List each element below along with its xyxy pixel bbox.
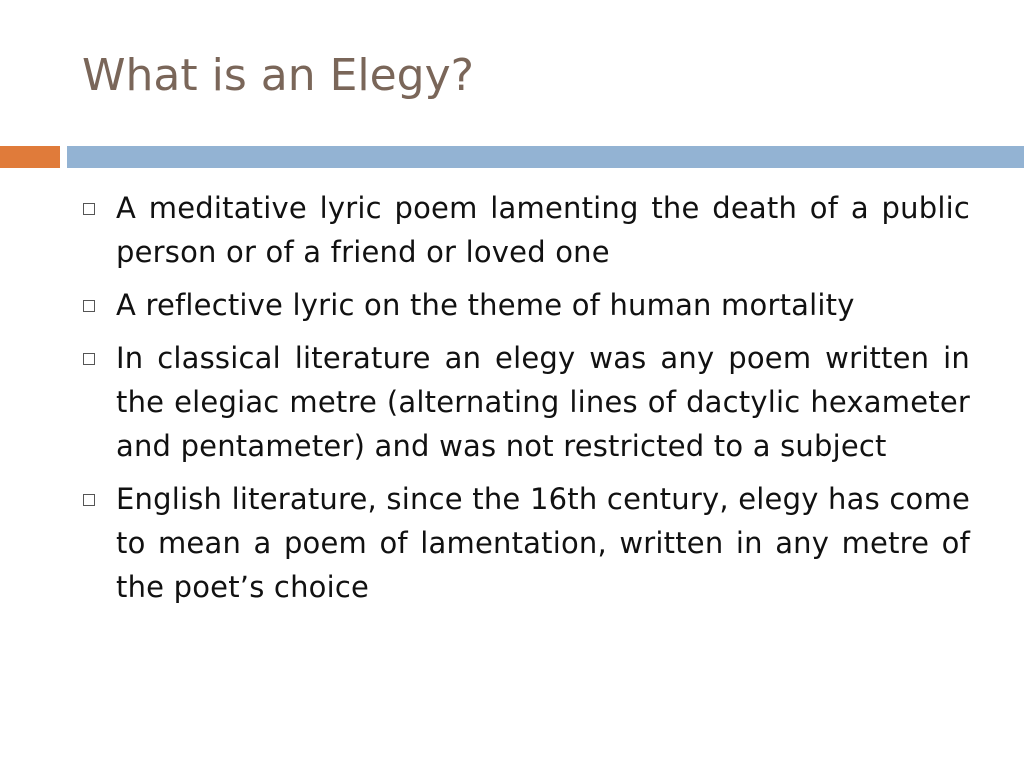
bullet-item	[82, 186, 970, 274]
bullet-item	[82, 283, 970, 327]
accent-bar-blue	[67, 146, 1024, 168]
accent-bar-orange	[0, 146, 60, 168]
bullet-list	[82, 186, 970, 618]
slide-title: What is an Elegy?	[82, 50, 474, 101]
bullet-text: A meditative lyric poem lamenting the death of a public person or of a friend or loved one	[116, 191, 970, 269]
bullet-item	[82, 336, 970, 468]
hollow-square-bullet-icon	[82, 186, 116, 230]
bullet-item	[82, 477, 970, 609]
hollow-square-bullet-icon	[82, 336, 116, 380]
bullet-text: English literature, since the 16th century, elegy has come to mean a poem of lamentation, written in any metre of the poet’s choice	[116, 482, 970, 604]
bullet-text: In classical literature an elegy was any poem written in the elegiac metre (alternating lines of dactylic hexameter and pentameter) and was not restricted to a subject	[116, 341, 970, 463]
hollow-square-bullet-icon	[82, 283, 116, 327]
hollow-square-bullet-icon	[82, 477, 116, 521]
bullet-text: A reflective lyric on the theme of human mortality	[116, 288, 855, 322]
